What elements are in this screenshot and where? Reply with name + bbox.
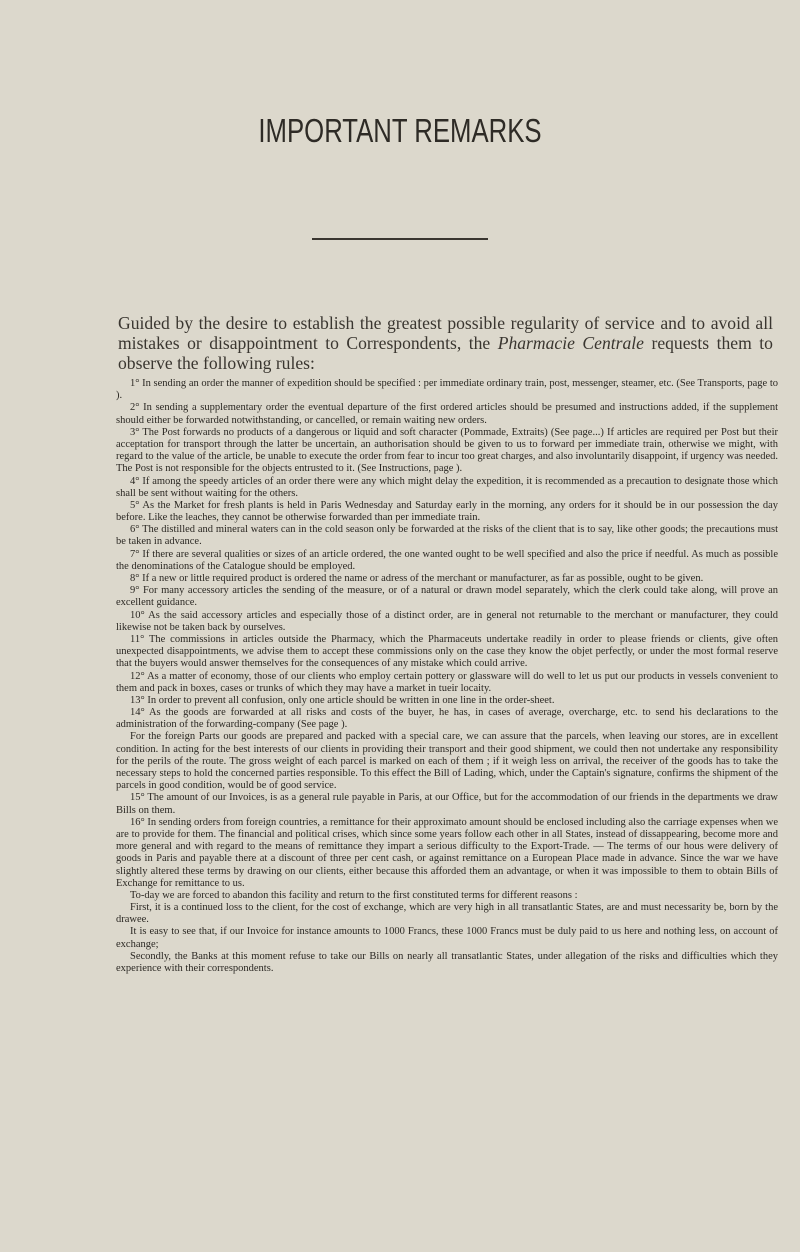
page-title: IMPORTANT REMARKS [258,112,542,149]
rule-item: 10° As the said accessory articles and especially those of a distinct order, are in general not returnable to the merchant or manufacturer, they could likewise not be taken back by ourselves. [116,609,778,633]
rule-item: 13° In order to prevent all confusion, only one article should be written in one line in the order-sheet. [130,694,555,706]
rule-item: 12° As a matter of economy, those of our clients who employ certain pottery or glassware will do well to let us put our products in vessels convenient to them and pack in boxes, cases or trunks of which they may have a market in tueir locaity. [116,670,778,694]
intro-italic-name: Pharmacie Centrale [497,333,644,353]
title-divider [312,238,488,240]
intro-text-before: Guided by the desire to establish the greatest possible regularity of service and to avoid all mistakes or disappointment to Correspondents, the [118,313,773,353]
rule-item: First, it is a continued loss to the client, for the cost of exchange, which are very high in all transatlantic States, are and must necessarity be, born by the drawee. [116,902,778,926]
rule-item: 15° The amount of our Invoices, is as a general rule payable in Paris, at our Office, but for the accommodation of our friends in the departments we draw Bills on them. [116,792,778,816]
rule-item: It is easy to see that, if our Invoice for instance amounts to 1000 Francs, these 1000 Francs must be duly paid to us here and nothing less, on account of exchange; [116,926,778,950]
rule-item: 8° If a new or little required product is ordered the name or adress of the merchant or manufacturer, as far as possible, ought to be given. [130,573,704,584]
rule-item: 1° In sending an order the manner of expedition should be specified : per immediate ordinary train, post, messenger, steamer, etc. (See Transports, page to ). [116,378,778,402]
rule-item: 3° The Post forwards no products of a dangerous or liquid and soft character (Pommade, Extraits) (See page...) If articles are required per Post but their acceptation for transport through the latter be uncertain, an authorisation should be given to us to forward per immediate train, otherwise we might, with regard to the value of the article, be unable to execute the order from fear to incur too great charges, and also involuntarily disappoint, if urgency was needed. The Post is not responsible for the objects entrusted to it. (See Instructions, page ). [116,426,778,475]
rule-item: 5° As the Market for fresh plants is held in Paris Wednesday and Saturday early in the morning, any orders for it should be in our possession the day before. Like the leaches, they cannot be otherwise forwarded than per immediate train. [116,499,778,524]
intro-text-after: requests them to observe the following rules: [118,333,773,373]
rules-list [116,378,778,975]
rule-item: 11° The commissions in articles outside the Pharmacy, which the Pharmaceuts undertake readily in order to please friends or clients, give often unexpected disappointments, we advise them to accept these commissions only on the case they know the objet perfectly, or under the most formal reserve that the buyers would answer themselves for the consequences of any mistake which could arrive. [116,633,778,670]
intro-paragraph [118,313,773,373]
rule-item: For the foreign Parts our goods are prepared and packed with a special care, we can assure that the parcels, when leaving our stores, are in excellent condition. In acting for the best interests of our clients in providing their transport and their good shipment, we could then not undertake any responsibility for the perils of the route. The gross weight of each parcel is marked on each of them ; if it weigh less on arrival, the receiver of the goods has to take the necessary steps to hold the concerned parties responsible. To this effect the Bill of Lading, which, under the Captain's signature, confirms the shipment of the parcels in good condition, would be of good service. [116,731,778,792]
rule-item: To-day we are forced to abandon this facility and return to the first constituted terms for different reasons : [130,889,578,901]
rule-item: 2° In sending a supplementary order the eventual departure of the first ordered articles should be presumed and instructions added, if the supplement should either be forwarded notwithstanding, or cancelled, or remain waiting new orders. [116,402,778,426]
rule-item: 14° As the goods are forwarded at all risks and costs of the buyer, he has, in cases of average, overcharge, etc. to send his declarations to the administration of the forwarding-company (See page ). [116,707,778,731]
rule-item: 16° In sending orders from foreign countries, a remittance for their approximato amount should be enclosed including also the carriage expenses when we are to provide for them. The financial and political crises, which since some years follow each other in all States, instead of dissappearing, become more and more general and with regard to the means of remittance they impart a serious difficulty to the Export-Trade. — The terms of our hous were delivery of goods in Paris and payable there at a discount of three per cent cash, or against remittance on a European Place made in advance. Since the war we have slightly altered these terms by drawing on our clients, either because this afforded them an advantage, or when it was impossible to them to obtain Bills of Exchange for remittance to us. [116,816,778,889]
rule-item: 7° If there are several qualities or sizes of an article ordered, the one wanted ought to be well specified and also the price if needful. As much as possible the denominations of the Catalogue should be employed. [116,548,778,572]
rule-item: 6° The distilled and mineral waters can in the cold season only be forwarded at the risks of the client that is to say, like other goods; the precautions must be taken in advance. [116,524,778,548]
rule-item: Secondly, the Banks at this moment refuse to take our Bills on nearly all transatlantic States, under allegation of the risks and difficulties which they experience with their correspondents. [116,950,778,974]
rule-item: 4° If among the speedy articles of an order there were any which might delay the expedition, it is recommended as a precaution to designate those which shall be sent without waiting for the others. [116,475,778,499]
rule-item: 9° For many accessory articles the sending of the measure, or of a natural or drawn model separately, which the clerk could take along, will prove an excellent guidance. [116,585,778,609]
